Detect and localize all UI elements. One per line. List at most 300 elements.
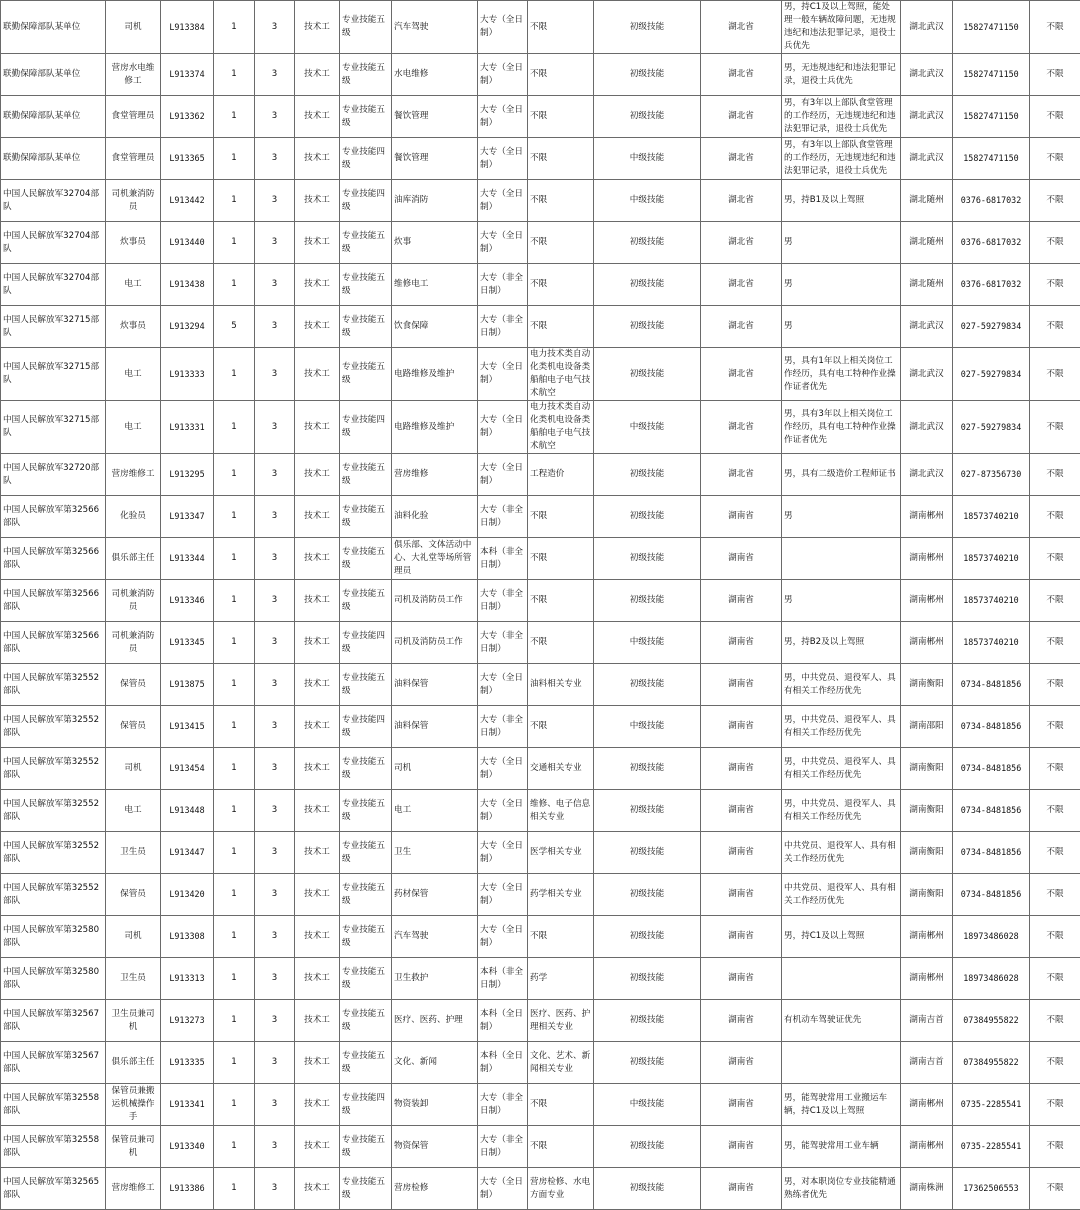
table-row [1, 664, 1080, 706]
other-cell: 不限 [1030, 1084, 1080, 1126]
headcount-cell: 1 [214, 222, 255, 264]
position-cell: 电工 [106, 264, 161, 306]
skill-grade-cell: 初级技能 [594, 874, 701, 916]
recruit-area-cell: 湖南省 [701, 832, 782, 874]
job-type-cell: 技术工 [295, 306, 340, 348]
headcount-cell: 1 [214, 1, 255, 54]
skill-grade-cell: 初级技能 [594, 54, 701, 96]
employer-cell: 中国人民解放军32720部队 [1, 454, 106, 496]
position-code-cell: L913442 [161, 180, 214, 222]
headcount-cell: 1 [214, 664, 255, 706]
job-duty-cell: 司机及消防员工作 [392, 580, 478, 622]
position-cell: 保管员 [106, 706, 161, 748]
job-type-cell: 技术工 [295, 958, 340, 1000]
recruit-area-cell: 湖南省 [701, 664, 782, 706]
work-location-cell: 湖南郴州 [901, 916, 953, 958]
recruit-area-cell: 湖南省 [701, 958, 782, 1000]
recruit-area-cell: 湖南省 [701, 1042, 782, 1084]
education-cell: 大专（非全日制） [478, 1084, 528, 1126]
skill-level-cell: 专业技能四级 [340, 1084, 392, 1126]
job-type-cell: 技术工 [295, 1, 340, 54]
category-cell: 3 [255, 1, 295, 54]
recruit-area-cell: 湖南省 [701, 706, 782, 748]
recruit-area-cell: 湖南省 [701, 496, 782, 538]
skill-grade-cell: 初级技能 [594, 1168, 701, 1210]
job-type-cell: 技术工 [295, 622, 340, 664]
education-cell: 大专（非全日制） [478, 706, 528, 748]
employer-cell: 中国人民解放军第32567部队 [1, 1042, 106, 1084]
recruit-area-cell: 湖北省 [701, 454, 782, 496]
major-cell: 不限 [528, 96, 594, 138]
education-cell: 大专（全日制） [478, 664, 528, 706]
headcount-cell: 1 [214, 348, 255, 401]
education-cell: 大专（非全日制） [478, 580, 528, 622]
table-row [1, 1126, 1080, 1168]
job-type-cell: 技术工 [295, 790, 340, 832]
requirements-cell [782, 538, 901, 580]
work-location-cell: 湖北武汉 [901, 348, 953, 401]
work-location-cell: 湖南邵阳 [901, 706, 953, 748]
headcount-cell: 1 [214, 96, 255, 138]
category-cell: 3 [255, 874, 295, 916]
other-cell: 不限 [1030, 401, 1080, 454]
headcount-cell: 1 [214, 1042, 255, 1084]
job-duty-cell: 水电维修 [392, 54, 478, 96]
requirements-cell: 男 [782, 222, 901, 264]
position-cell: 营房维修工 [106, 1168, 161, 1210]
contact-phone-cell: 18573740210 [953, 622, 1030, 664]
skill-grade-cell: 初级技能 [594, 664, 701, 706]
table-row [1, 138, 1080, 180]
job-type-cell: 技术工 [295, 454, 340, 496]
education-cell: 大专（非全日制） [478, 264, 528, 306]
recruit-area-cell: 湖南省 [701, 1126, 782, 1168]
major-cell: 不限 [528, 1126, 594, 1168]
education-cell: 大专（非全日制） [478, 496, 528, 538]
contact-phone-cell: 0734-8481856 [953, 790, 1030, 832]
table-row [1, 96, 1080, 138]
contact-phone-cell: 17362506553 [953, 1168, 1030, 1210]
category-cell: 3 [255, 748, 295, 790]
work-location-cell: 湖北武汉 [901, 96, 953, 138]
contact-phone-cell: 07384955822 [953, 1042, 1030, 1084]
work-location-cell: 湖南衡阳 [901, 874, 953, 916]
position-cell: 司机 [106, 916, 161, 958]
employer-cell: 中国人民解放军32715部队 [1, 306, 106, 348]
position-code-cell: L913313 [161, 958, 214, 1000]
category-cell: 3 [255, 222, 295, 264]
skill-level-cell: 专业技能五级 [340, 1042, 392, 1084]
recruit-area-cell: 湖南省 [701, 1084, 782, 1126]
employer-cell: 联勤保障部队某单位 [1, 54, 106, 96]
position-code-cell: L913344 [161, 538, 214, 580]
position-code-cell: L913362 [161, 96, 214, 138]
job-type-cell: 技术工 [295, 1168, 340, 1210]
requirements-cell: 男，持C1及以上驾照，能处理一般车辆故障问题，无违规违纪和违法犯罪记录，退役士兵优先 [782, 1, 901, 54]
employer-cell: 中国人民解放军第32552部队 [1, 874, 106, 916]
job-type-cell: 技术工 [295, 874, 340, 916]
recruit-area-cell: 湖南省 [701, 1168, 782, 1210]
contact-phone-cell: 0734-8481856 [953, 706, 1030, 748]
headcount-cell: 1 [214, 496, 255, 538]
employer-cell: 中国人民解放军第32566部队 [1, 622, 106, 664]
skill-grade-cell: 初级技能 [594, 958, 701, 1000]
table-row [1, 1168, 1080, 1210]
position-code-cell: L913415 [161, 706, 214, 748]
job-duty-cell: 医疗、医药、护理 [392, 1000, 478, 1042]
education-cell: 大专（全日制） [478, 916, 528, 958]
work-location-cell: 湖北武汉 [901, 306, 953, 348]
skill-level-cell: 专业技能五级 [340, 790, 392, 832]
major-cell: 电力技术类自动化类机电设备类船舶电子电气技术航空 [528, 348, 594, 401]
skill-level-cell: 专业技能五级 [340, 496, 392, 538]
work-location-cell: 湖北武汉 [901, 454, 953, 496]
table-row [1, 538, 1080, 580]
contact-phone-cell: 15827471150 [953, 1, 1030, 54]
job-type-cell: 技术工 [295, 1042, 340, 1084]
major-cell: 不限 [528, 496, 594, 538]
requirements-cell: 男 [782, 306, 901, 348]
major-cell: 工程造价 [528, 454, 594, 496]
major-cell: 不限 [528, 1, 594, 54]
headcount-cell: 1 [214, 958, 255, 1000]
headcount-cell: 1 [214, 790, 255, 832]
skill-level-cell: 专业技能五级 [340, 664, 392, 706]
job-type-cell: 技术工 [295, 264, 340, 306]
skill-grade-cell: 初级技能 [594, 348, 701, 401]
category-cell: 3 [255, 664, 295, 706]
job-duty-cell: 电路维修及维护 [392, 401, 478, 454]
table-row [1, 1084, 1080, 1126]
category-cell: 3 [255, 348, 295, 401]
work-location-cell: 湖南郴州 [901, 580, 953, 622]
position-cell: 食堂管理员 [106, 96, 161, 138]
job-duty-cell: 餐饮管理 [392, 96, 478, 138]
contact-phone-cell: 0376-6817032 [953, 222, 1030, 264]
education-cell: 本科（全日制） [478, 1000, 528, 1042]
position-code-cell: L913331 [161, 401, 214, 454]
contact-phone-cell: 0734-8481856 [953, 664, 1030, 706]
position-code-cell: L913333 [161, 348, 214, 401]
position-code-cell: L913365 [161, 138, 214, 180]
work-location-cell: 湖南郴州 [901, 1126, 953, 1168]
table-row [1, 622, 1080, 664]
job-duty-cell: 维修电工 [392, 264, 478, 306]
requirements-cell: 男，持B2及以上驾照 [782, 622, 901, 664]
job-duty-cell: 汽车驾驶 [392, 916, 478, 958]
major-cell: 不限 [528, 54, 594, 96]
job-type-cell: 技术工 [295, 1084, 340, 1126]
position-cell: 炊事员 [106, 222, 161, 264]
skill-level-cell: 专业技能四级 [340, 706, 392, 748]
category-cell: 3 [255, 1168, 295, 1210]
position-code-cell: L913875 [161, 664, 214, 706]
job-type-cell: 技术工 [295, 54, 340, 96]
position-cell: 电工 [106, 790, 161, 832]
major-cell: 不限 [528, 706, 594, 748]
skill-level-cell: 专业技能四级 [340, 401, 392, 454]
recruit-area-cell: 湖南省 [701, 580, 782, 622]
major-cell: 文化、艺术、新闻相关专业 [528, 1042, 594, 1084]
headcount-cell: 1 [214, 138, 255, 180]
other-cell: 不限 [1030, 138, 1080, 180]
table-row [1, 401, 1080, 454]
skill-grade-cell: 初级技能 [594, 454, 701, 496]
other-cell: 不限 [1030, 1042, 1080, 1084]
job-duty-cell: 餐饮管理 [392, 138, 478, 180]
other-cell: 不限 [1030, 622, 1080, 664]
work-location-cell: 湖北武汉 [901, 401, 953, 454]
recruit-area-cell: 湖北省 [701, 54, 782, 96]
position-cell: 司机兼消防员 [106, 580, 161, 622]
job-duty-cell: 油料保管 [392, 706, 478, 748]
major-cell: 不限 [528, 622, 594, 664]
table-row [1, 958, 1080, 1000]
job-duty-cell: 营房维修 [392, 454, 478, 496]
employer-cell: 中国人民解放军第32552部队 [1, 706, 106, 748]
contact-phone-cell: 027-87356730 [953, 454, 1030, 496]
requirements-cell: 男 [782, 264, 901, 306]
position-code-cell: L913438 [161, 264, 214, 306]
category-cell: 3 [255, 180, 295, 222]
job-type-cell: 技术工 [295, 538, 340, 580]
requirements-cell: 男，中共党员、退役军人、具有相关工作经历优先 [782, 664, 901, 706]
skill-level-cell: 专业技能五级 [340, 454, 392, 496]
other-cell: 不限 [1030, 496, 1080, 538]
skill-level-cell: 专业技能五级 [340, 958, 392, 1000]
employer-cell: 中国人民解放军第32566部队 [1, 580, 106, 622]
position-code-cell: L913273 [161, 1000, 214, 1042]
job-type-cell: 技术工 [295, 748, 340, 790]
other-cell: 不限 [1030, 874, 1080, 916]
other-cell: 不限 [1030, 706, 1080, 748]
skill-level-cell: 专业技能五级 [340, 306, 392, 348]
requirements-cell: 男，对本职岗位专业技能精通熟练者优先 [782, 1168, 901, 1210]
employer-cell: 中国人民解放军第32566部队 [1, 496, 106, 538]
category-cell: 3 [255, 454, 295, 496]
employer-cell: 中国人民解放军第32580部队 [1, 958, 106, 1000]
skill-level-cell: 专业技能五级 [340, 1, 392, 54]
position-cell: 保管员 [106, 874, 161, 916]
job-duty-cell: 文化、新闻 [392, 1042, 478, 1084]
other-cell: 不限 [1030, 264, 1080, 306]
category-cell: 3 [255, 916, 295, 958]
table-row [1, 916, 1080, 958]
job-duty-cell: 司机 [392, 748, 478, 790]
requirements-cell: 男，持C1及以上驾照 [782, 916, 901, 958]
job-duty-cell: 药材保管 [392, 874, 478, 916]
education-cell: 大专（全日制） [478, 180, 528, 222]
requirements-cell: 中共党员、退役军人、具有相关工作经历优先 [782, 832, 901, 874]
skill-grade-cell: 初级技能 [594, 96, 701, 138]
other-cell: 不限 [1030, 54, 1080, 96]
table-row [1, 874, 1080, 916]
position-cell: 保管员兼搬运机械操作手 [106, 1084, 161, 1126]
requirements-cell: 中共党员、退役军人、具有相关工作经历优先 [782, 874, 901, 916]
other-cell: 不限 [1030, 1000, 1080, 1042]
headcount-cell: 1 [214, 874, 255, 916]
category-cell: 3 [255, 306, 295, 348]
position-cell: 卫生员 [106, 958, 161, 1000]
headcount-cell: 1 [214, 454, 255, 496]
job-type-cell: 技术工 [295, 180, 340, 222]
table-row [1, 222, 1080, 264]
education-cell: 大专（非全日制） [478, 306, 528, 348]
skill-level-cell: 专业技能五级 [340, 580, 392, 622]
major-cell: 不限 [528, 580, 594, 622]
job-type-cell: 技术工 [295, 138, 340, 180]
position-code-cell: L913384 [161, 1, 214, 54]
requirements-cell: 男，无违规违纪和违法犯罪记录，退役士兵优先 [782, 54, 901, 96]
contact-phone-cell: 0734-8481856 [953, 832, 1030, 874]
category-cell: 3 [255, 580, 295, 622]
major-cell: 维修、电子信息相关专业 [528, 790, 594, 832]
skill-grade-cell: 中级技能 [594, 706, 701, 748]
work-location-cell: 湖南郴州 [901, 958, 953, 1000]
position-code-cell: L913386 [161, 1168, 214, 1210]
employer-cell: 中国人民解放军第32558部队 [1, 1126, 106, 1168]
skill-grade-cell: 中级技能 [594, 622, 701, 664]
position-code-cell: L913440 [161, 222, 214, 264]
category-cell: 3 [255, 1126, 295, 1168]
recruit-area-cell: 湖北省 [701, 1, 782, 54]
other-cell: 不限 [1030, 222, 1080, 264]
position-code-cell: L913454 [161, 748, 214, 790]
job-type-cell: 技术工 [295, 706, 340, 748]
headcount-cell: 1 [214, 1168, 255, 1210]
contact-phone-cell: 15827471150 [953, 96, 1030, 138]
skill-grade-cell: 初级技能 [594, 916, 701, 958]
skill-grade-cell: 初级技能 [594, 1, 701, 54]
skill-grade-cell: 中级技能 [594, 138, 701, 180]
skill-level-cell: 专业技能五级 [340, 264, 392, 306]
skill-grade-cell: 初级技能 [594, 306, 701, 348]
contact-phone-cell: 0735-2285541 [953, 1126, 1030, 1168]
category-cell: 3 [255, 706, 295, 748]
job-type-cell: 技术工 [295, 496, 340, 538]
skill-grade-cell: 初级技能 [594, 748, 701, 790]
headcount-cell: 1 [214, 1000, 255, 1042]
work-location-cell: 湖北武汉 [901, 1, 953, 54]
contact-phone-cell: 18573740210 [953, 580, 1030, 622]
table-row [1, 832, 1080, 874]
table-body [1, 1, 1080, 1210]
skill-level-cell: 专业技能五级 [340, 832, 392, 874]
contact-phone-cell: 0735-2285541 [953, 1084, 1030, 1126]
major-cell: 不限 [528, 138, 594, 180]
headcount-cell: 1 [214, 916, 255, 958]
employer-cell: 联勤保障部队某单位 [1, 138, 106, 180]
job-type-cell: 技术工 [295, 1000, 340, 1042]
job-duty-cell: 饮食保障 [392, 306, 478, 348]
recruit-area-cell: 湖北省 [701, 264, 782, 306]
job-duty-cell: 油料保管 [392, 664, 478, 706]
position-code-cell: L913447 [161, 832, 214, 874]
skill-grade-cell: 中级技能 [594, 180, 701, 222]
recruit-area-cell: 湖南省 [701, 538, 782, 580]
category-cell: 3 [255, 832, 295, 874]
headcount-cell: 1 [214, 832, 255, 874]
major-cell: 医疗、医药、护理相关专业 [528, 1000, 594, 1042]
headcount-cell: 1 [214, 538, 255, 580]
table-row [1, 1000, 1080, 1042]
other-cell: 不限 [1030, 832, 1080, 874]
job-duty-cell: 俱乐部、文体活动中心、大礼堂等场所管理员 [392, 538, 478, 580]
job-type-cell: 技术工 [295, 664, 340, 706]
employer-cell: 中国人民解放军第32552部队 [1, 748, 106, 790]
skill-level-cell: 专业技能五级 [340, 1000, 392, 1042]
job-duty-cell: 油料化验 [392, 496, 478, 538]
position-cell: 保管员 [106, 664, 161, 706]
education-cell: 大专（全日制） [478, 222, 528, 264]
education-cell: 大专（全日制） [478, 54, 528, 96]
category-cell: 3 [255, 138, 295, 180]
requirements-cell: 男，具有1年以上相关岗位工作经历，具有电工特种作业操作证者优先 [782, 348, 901, 401]
major-cell: 油料相关专业 [528, 664, 594, 706]
major-cell: 医学相关专业 [528, 832, 594, 874]
category-cell: 3 [255, 1000, 295, 1042]
other-cell: 不限 [1030, 1, 1080, 54]
job-duty-cell: 炊事 [392, 222, 478, 264]
recruit-area-cell: 湖北省 [701, 348, 782, 401]
table-row [1, 54, 1080, 96]
major-cell: 电力技术类自动化类机电设备类船舶电子电气技术航空 [528, 401, 594, 454]
job-type-cell: 技术工 [295, 1126, 340, 1168]
job-duty-cell: 司机及消防员工作 [392, 622, 478, 664]
requirements-cell: 男，中共党员、退役军人、具有相关工作经历优先 [782, 790, 901, 832]
position-cell: 化验员 [106, 496, 161, 538]
work-location-cell: 湖南郴州 [901, 496, 953, 538]
position-cell: 司机 [106, 1, 161, 54]
headcount-cell: 1 [214, 580, 255, 622]
skill-level-cell: 专业技能五级 [340, 916, 392, 958]
skill-level-cell: 专业技能五级 [340, 748, 392, 790]
education-cell: 大专（全日制） [478, 874, 528, 916]
contact-phone-cell: 18973486028 [953, 958, 1030, 1000]
position-cell: 营房维修工 [106, 454, 161, 496]
other-cell: 不限 [1030, 1126, 1080, 1168]
position-cell: 电工 [106, 348, 161, 401]
education-cell: 大专（全日制） [478, 790, 528, 832]
skill-grade-cell: 中级技能 [594, 401, 701, 454]
requirements-cell: 男 [782, 580, 901, 622]
table-row [1, 264, 1080, 306]
work-location-cell: 湖南株洲 [901, 1168, 953, 1210]
headcount-cell: 1 [214, 1126, 255, 1168]
job-type-cell: 技术工 [295, 401, 340, 454]
job-duty-cell: 卫生救护 [392, 958, 478, 1000]
major-cell: 不限 [528, 1084, 594, 1126]
position-cell: 电工 [106, 401, 161, 454]
table-row [1, 1, 1080, 54]
major-cell: 不限 [528, 222, 594, 264]
job-duty-cell: 油库消防 [392, 180, 478, 222]
category-cell: 3 [255, 1084, 295, 1126]
skill-level-cell: 专业技能四级 [340, 622, 392, 664]
position-code-cell: L913345 [161, 622, 214, 664]
position-cell: 俱乐部主任 [106, 1042, 161, 1084]
employer-cell: 中国人民解放军第32552部队 [1, 790, 106, 832]
contact-phone-cell: 027-59279834 [953, 306, 1030, 348]
job-type-cell: 技术工 [295, 348, 340, 401]
headcount-cell: 1 [214, 54, 255, 96]
work-location-cell: 湖南郴州 [901, 1084, 953, 1126]
major-cell: 不限 [528, 306, 594, 348]
skill-grade-cell: 初级技能 [594, 1126, 701, 1168]
skill-level-cell: 专业技能四级 [340, 180, 392, 222]
education-cell: 大专（全日制） [478, 96, 528, 138]
skill-level-cell: 专业技能五级 [340, 1168, 392, 1210]
